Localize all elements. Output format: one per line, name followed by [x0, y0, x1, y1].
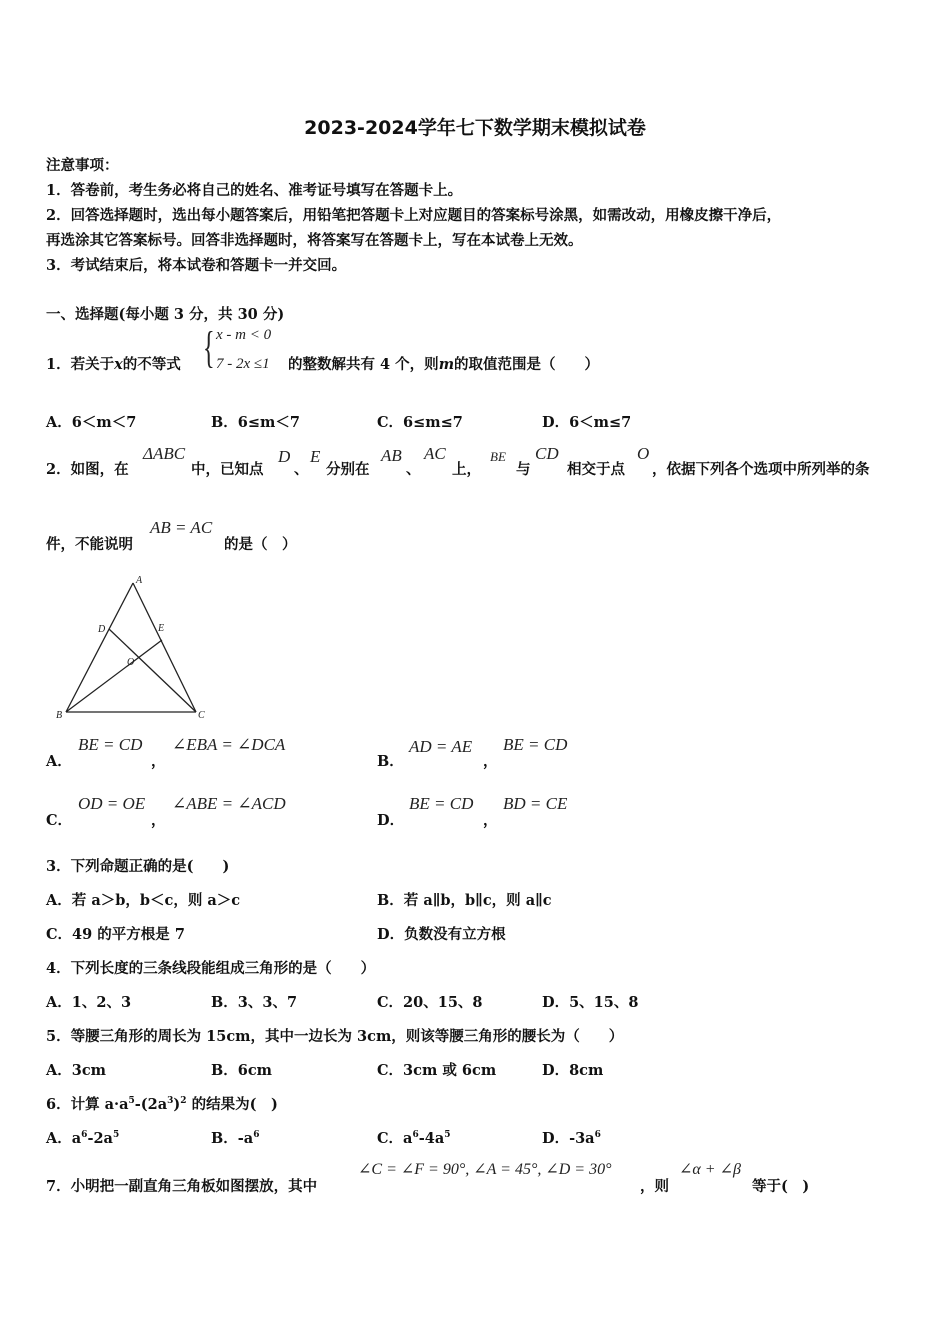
q2-text-10: 件，不能说明: [46, 536, 133, 553]
q2-option-b-formula-2[interactable]: BE = CD: [503, 735, 568, 754]
q2-text-11: 的是（ ）: [224, 536, 297, 553]
notes-item-2-cont: 再选涂其它答案标号。回答非选择题时，将答案写在答题卡上，写在本试卷上无效。: [46, 232, 583, 249]
q1-stem-tail: 的整数解共有 4 个，则m的取值范围是（ ）: [288, 356, 600, 373]
label-b: B: [56, 710, 63, 721]
line-ab: [66, 583, 133, 712]
q2-text-3: 、: [294, 461, 309, 478]
q2-formula-cd: CD: [535, 444, 559, 463]
q2-option-b-letter[interactable]: B．: [377, 753, 404, 770]
notes-item-3: 3．考试结束后，将本试卷和答题卡一并交回。: [46, 257, 347, 274]
q2-text-4: 分别在: [326, 461, 370, 478]
q6-option-c[interactable]: C．$a^6-4a^5$: [377, 1130, 451, 1147]
q6-option-a[interactable]: A．$a^6-2a^5$: [46, 1130, 120, 1147]
section-heading: 一、选择题(每小题 3 分，共 30 分): [46, 306, 285, 323]
q4-option-c[interactable]: C．20、15、8: [377, 994, 483, 1011]
q2-option-c-letter[interactable]: C．: [46, 812, 73, 829]
q6-option-d[interactable]: D．$-3a^6$: [542, 1130, 601, 1147]
label-c: C: [198, 710, 205, 721]
label-d: D: [98, 624, 106, 635]
q2-text-7: 与: [516, 461, 531, 478]
q1-option-b[interactable]: B．6≤m＜7: [211, 414, 300, 431]
label-o: O: [127, 657, 135, 668]
q7-text-3: 等于( ): [752, 1178, 810, 1195]
q1-option-d[interactable]: D．6＜m≤7: [542, 414, 632, 431]
q3-option-b[interactable]: B．若 a∥b，b∥c，则 a∥c: [377, 892, 552, 909]
q2-text-5: 、: [406, 461, 421, 478]
q3-stem: 3．下列命题正确的是( ): [46, 858, 230, 875]
q3-option-c[interactable]: C．49 的平方根是 7: [46, 926, 185, 943]
q7-formula-sum: ∠α + ∠β: [679, 1161, 741, 1178]
q2-option-b-formula-1[interactable]: AD = AE: [409, 737, 473, 756]
q5-option-b[interactable]: B．6cm: [211, 1062, 273, 1079]
q1-brace: {: [203, 323, 215, 372]
notes-heading: 注意事项：: [46, 157, 119, 174]
q2-text-9: ，依据下列各个选项中所列举的条: [652, 461, 870, 478]
q2-option-a-formula-1[interactable]: BE = CD: [78, 735, 143, 754]
q1-system-line-2: 7 - 2x ≤1: [216, 356, 270, 372]
q2-text-8: 相交于点: [567, 461, 625, 478]
q2-triangle-figure: [50, 570, 215, 725]
q2-text-2: 中，已知点: [191, 461, 264, 478]
q2-option-d-formula-1[interactable]: BE = CD: [409, 794, 474, 813]
line-ac: [133, 583, 196, 712]
q2-formula-e: E: [310, 447, 321, 466]
q4-option-b[interactable]: B．3、3、7: [211, 994, 298, 1011]
q2-formula-ab-ac: AB = AC: [150, 518, 213, 537]
notes-item-1: 1．答卷前，考生务必将自己的姓名、准考证号填写在答题卡上。: [46, 182, 463, 199]
q4-stem: 4．下列长度的三条线段能组成三角形的是（ ）: [46, 960, 376, 977]
q7-text-1: 7．小明把一副直角三角板如图摆放，其中: [46, 1178, 318, 1195]
q5-option-c[interactable]: C．3cm 或 6cm: [377, 1062, 497, 1079]
label-a: A: [136, 575, 143, 586]
q1-system-line-1: x - m < 0: [216, 327, 272, 343]
line-be: [66, 640, 162, 712]
q2-formula-triangle: ΔABC: [143, 444, 186, 463]
q3-option-d[interactable]: D．负数没有立方根: [377, 926, 506, 943]
q7-text-2: ，则: [640, 1178, 669, 1195]
q2-formula-be: BE: [490, 449, 506, 464]
q5-option-d[interactable]: D．8cm: [542, 1062, 604, 1079]
notes-item-2: 2．回答选择题时，选出每小题答案后，用铅笔把答题卡上对应题目的答案标号涂黑，如需改动，用橡皮擦干净后，: [46, 207, 782, 224]
q2-formula-ac: AC: [424, 444, 446, 463]
q5-option-a[interactable]: A．3cm: [46, 1062, 107, 1079]
q5-stem: 5．等腰三角形的周长为 15cm，其中一边长为 3cm，则该等腰三角形的腰长为（ ）: [46, 1028, 624, 1045]
q2-option-c-sep: ，: [151, 812, 166, 829]
q1-option-c[interactable]: C．6≤m≤7: [377, 414, 463, 431]
q2-text-1: 2．如图，在: [46, 461, 129, 478]
q2-option-a-sep: ，: [151, 753, 166, 770]
q7-formula-angles: ∠C = ∠F = 90°, ∠A = 45°, ∠D = 30°: [358, 1161, 612, 1178]
q6-stem: 6．计算 $a\cdot a^5-(2a^3)^2$ 的结果为( ): [46, 1096, 278, 1113]
q4-option-d[interactable]: D．5、15、8: [542, 994, 639, 1011]
q2-option-c-formula-2[interactable]: ∠ABE = ∠ACD: [172, 794, 286, 813]
q2-formula-o: O: [637, 444, 650, 463]
q2-formula-ab: AB: [381, 446, 402, 465]
q2-option-d-sep: ，: [483, 812, 498, 829]
q2-option-b-sep: ，: [483, 753, 498, 770]
q3-option-a[interactable]: A．若 a＞b，b＜c，则 a＞c: [46, 892, 241, 909]
q2-option-d-letter[interactable]: D．: [377, 812, 405, 829]
q2-formula-d: D: [278, 447, 291, 466]
q2-text-6: 上，: [452, 461, 481, 478]
page-title: 2023-2024学年七下数学期末模拟试卷: [304, 117, 646, 139]
label-e: E: [158, 623, 165, 634]
q4-option-a[interactable]: A．1、2、3: [46, 994, 132, 1011]
q1-option-a[interactable]: A．6＜m＜7: [46, 414, 137, 431]
q2-option-c-formula-1[interactable]: OD = OE: [78, 794, 146, 813]
q6-option-b[interactable]: B．$-a^6$: [211, 1130, 260, 1147]
q1-stem: 1．若关于x的不等式: [46, 356, 181, 373]
q2-option-a-formula-2[interactable]: ∠EBA = ∠DCA: [172, 735, 286, 754]
q2-option-a-letter[interactable]: A．: [46, 753, 72, 770]
q2-option-d-formula-2[interactable]: BD = CE: [503, 794, 568, 813]
